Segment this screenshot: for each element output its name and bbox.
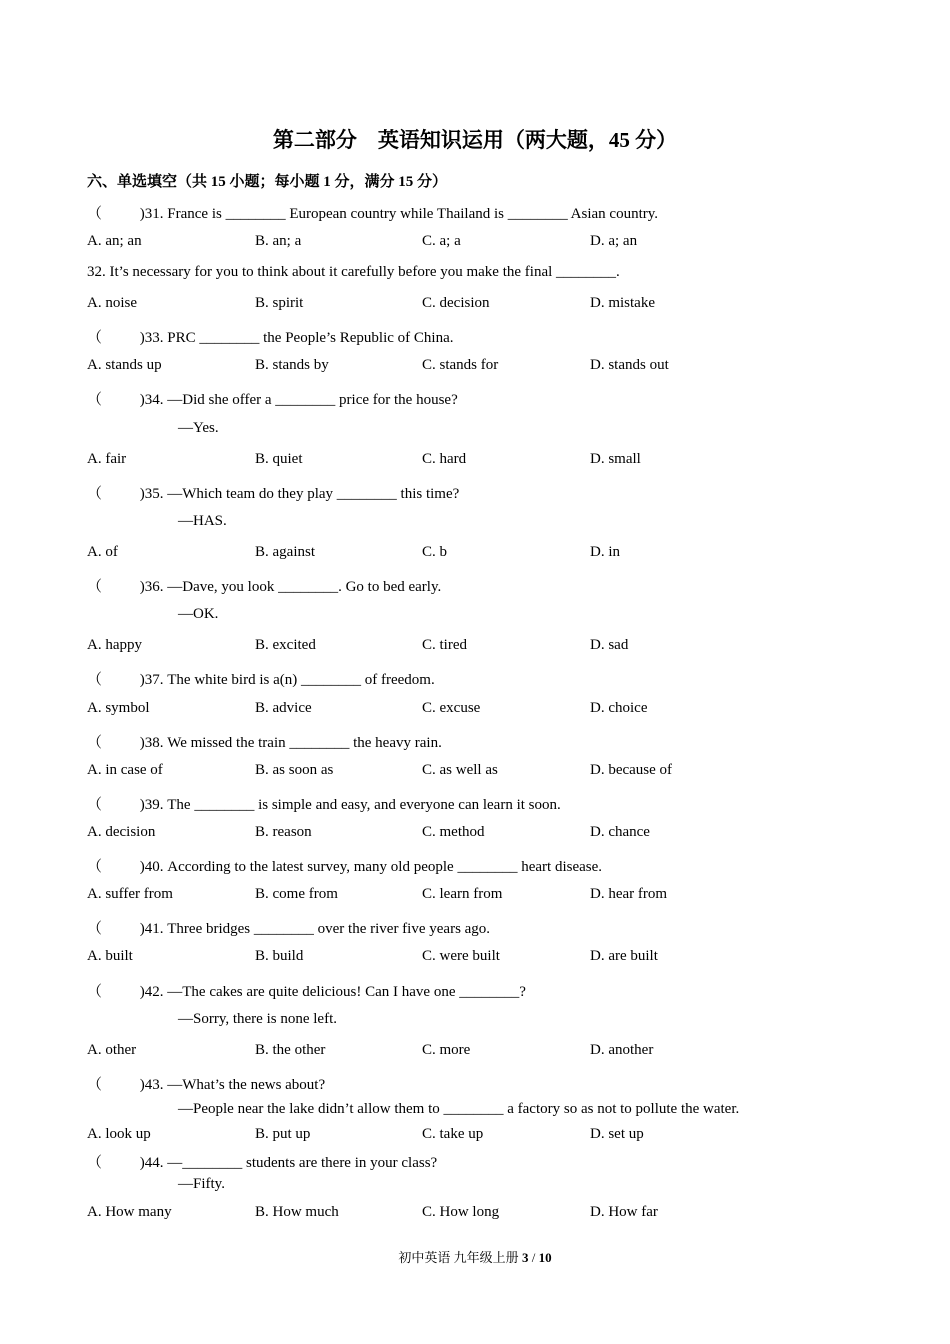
option-b: B. quiet (255, 451, 303, 467)
option-b: B. excited (255, 637, 316, 653)
option-d: D. in (590, 544, 620, 560)
question-36-stem: )36. —Dave, you look ________. Go to bed early. (139, 579, 442, 595)
question-31 (87, 202, 658, 223)
answer-paren-41: （ (87, 921, 103, 937)
answer-paren-36: （ (87, 579, 103, 595)
option-b: B. advice (255, 700, 312, 716)
question-40-stem: )40. According to the latest survey, many old people ________ heart disease. (139, 859, 603, 875)
option-d: D. set up (590, 1126, 644, 1142)
option-a: A. symbol (87, 700, 150, 716)
answer-paren-31: （ (87, 206, 103, 222)
option-d: D. mistake (590, 295, 655, 311)
question-33-stem: )33. PRC ________ the People’s Republic of China. (139, 330, 454, 346)
answer-paren-44: （ (87, 1155, 103, 1171)
question-36 (87, 575, 441, 596)
question-32-stem: 32. It’s necessary for you to think about it carefully before you make the final ________. (87, 264, 620, 280)
option-b: B. an; a (255, 233, 302, 249)
option-c: C. excuse (422, 700, 481, 716)
option-c: C. hard (422, 451, 467, 467)
page-title: 第二部分 英语知识运用（两大题，45 分） (272, 128, 678, 152)
option-d: D. sad (590, 637, 629, 653)
question-43-stem: )43. —What’s the news about? (139, 1077, 326, 1093)
option-a: A. an; an (87, 233, 142, 249)
option-a: A. other (87, 1042, 137, 1058)
question-43 (87, 1073, 325, 1094)
option-d: D. because of (590, 762, 673, 778)
option-b: B. stands by (255, 357, 329, 373)
option-c: C. b (422, 544, 448, 560)
question-44-reply: —Fifty. (178, 1176, 225, 1192)
question-37 (87, 668, 435, 689)
question-36-reply: —OK. (178, 606, 219, 622)
answer-paren-33: （ (87, 330, 103, 346)
option-d: D. another (590, 1042, 654, 1058)
answer-paren-39: （ (87, 797, 103, 813)
answer-paren-40: （ (87, 859, 103, 875)
question-38-stem: )38. We missed the train ________ the heavy rain. (139, 735, 442, 751)
option-d: D. choice (590, 700, 648, 716)
option-b: B. put up (255, 1126, 311, 1142)
option-d: D. How far (590, 1204, 658, 1220)
option-c: C. a; a (422, 233, 461, 249)
footer-text: 初中英语 九年级上册 (398, 1250, 522, 1265)
question-44-stem: )44. —________ students are there in your class? (139, 1155, 438, 1171)
question-42-reply: —Sorry, there is none left. (178, 1011, 337, 1027)
option-a: A. suffer from (87, 886, 173, 902)
page-total: 10 (538, 1250, 552, 1265)
question-32 (87, 264, 620, 281)
question-41 (87, 917, 490, 938)
option-d: D. a; an (590, 233, 638, 249)
question-35 (87, 482, 459, 503)
question-42 (87, 980, 526, 1001)
option-c: C. were built (422, 948, 500, 964)
question-44 (87, 1151, 437, 1172)
question-31-stem: )31. France is ________ European country while Thailand is ________ Asian country. (139, 206, 659, 222)
question-34-reply: —Yes. (178, 420, 219, 436)
option-a: A. decision (87, 824, 156, 840)
option-d: D. chance (590, 824, 650, 840)
question-41-stem: )41. Three bridges ________ over the river five years ago. (139, 921, 491, 937)
question-40 (87, 855, 602, 876)
option-c: C. take up (422, 1126, 484, 1142)
question-35-reply: —HAS. (178, 513, 227, 529)
option-a: A. fair (87, 451, 127, 467)
option-b: B. reason (255, 824, 312, 840)
question-39-stem: )39. The ________ is simple and easy, and everyone can learn it soon. (139, 797, 561, 813)
option-d: D. hear from (590, 886, 668, 902)
option-c: C. more (422, 1042, 471, 1058)
option-b: B. as soon as (255, 762, 334, 778)
option-a: A. noise (87, 295, 137, 311)
option-b: B. against (255, 544, 315, 560)
option-a: A. How many (87, 1204, 172, 1220)
question-34-stem: )34. —Did she offer a ________ price for the house? (139, 392, 458, 408)
answer-paren-43: （ (87, 1077, 103, 1093)
question-39 (87, 793, 561, 814)
option-c: C. tired (422, 637, 467, 653)
option-d: D. are built (590, 948, 658, 964)
option-a: A. stands up (87, 357, 162, 373)
question-43-reply: —People near the lake didn’t allow them to ________ a factory so as not to pollute the water. (178, 1101, 740, 1117)
option-b: B. How much (255, 1204, 339, 1220)
option-b: B. spirit (255, 295, 304, 311)
question-33 (87, 326, 454, 347)
answer-paren-38: （ (87, 735, 103, 751)
page-number: 3 (521, 1250, 529, 1265)
option-d: D. small (590, 451, 641, 467)
question-35-stem: )35. —Which team do they play ________ this time? (139, 486, 460, 502)
option-c: C. learn from (422, 886, 503, 902)
question-34 (87, 388, 458, 409)
option-c: C. How long (422, 1204, 500, 1220)
question-42-stem: )42. —The cakes are quite delicious! Can I have one ________? (139, 984, 526, 1000)
option-b: B. come from (255, 886, 338, 902)
option-d: D. stands out (590, 357, 669, 373)
section-title: 六、单选填空（共 15 小题；每小题 1 分，满分 15 分） (87, 174, 448, 190)
option-c: C. method (422, 824, 485, 840)
page-footer (0, 1247, 950, 1266)
answer-paren-37: （ (87, 672, 103, 688)
answer-paren-35: （ (87, 486, 103, 502)
option-a: A. built (87, 948, 133, 964)
option-a: A. in case of (87, 762, 163, 778)
option-a: A. happy (87, 637, 142, 653)
question-38 (87, 731, 442, 752)
question-37-stem: )37. The white bird is a(n) ________ of freedom. (139, 672, 435, 688)
option-c: C. stands for (422, 357, 499, 373)
option-a: A. of (87, 544, 118, 560)
answer-paren-34: （ (87, 392, 103, 408)
option-b: B. build (255, 948, 304, 964)
answer-paren-42: （ (87, 984, 103, 1000)
option-c: C. decision (422, 295, 490, 311)
option-c: C. as well as (422, 762, 498, 778)
option-b: B. the other (255, 1042, 326, 1058)
option-a: A. look up (87, 1126, 151, 1142)
page-separator: / (528, 1250, 539, 1265)
